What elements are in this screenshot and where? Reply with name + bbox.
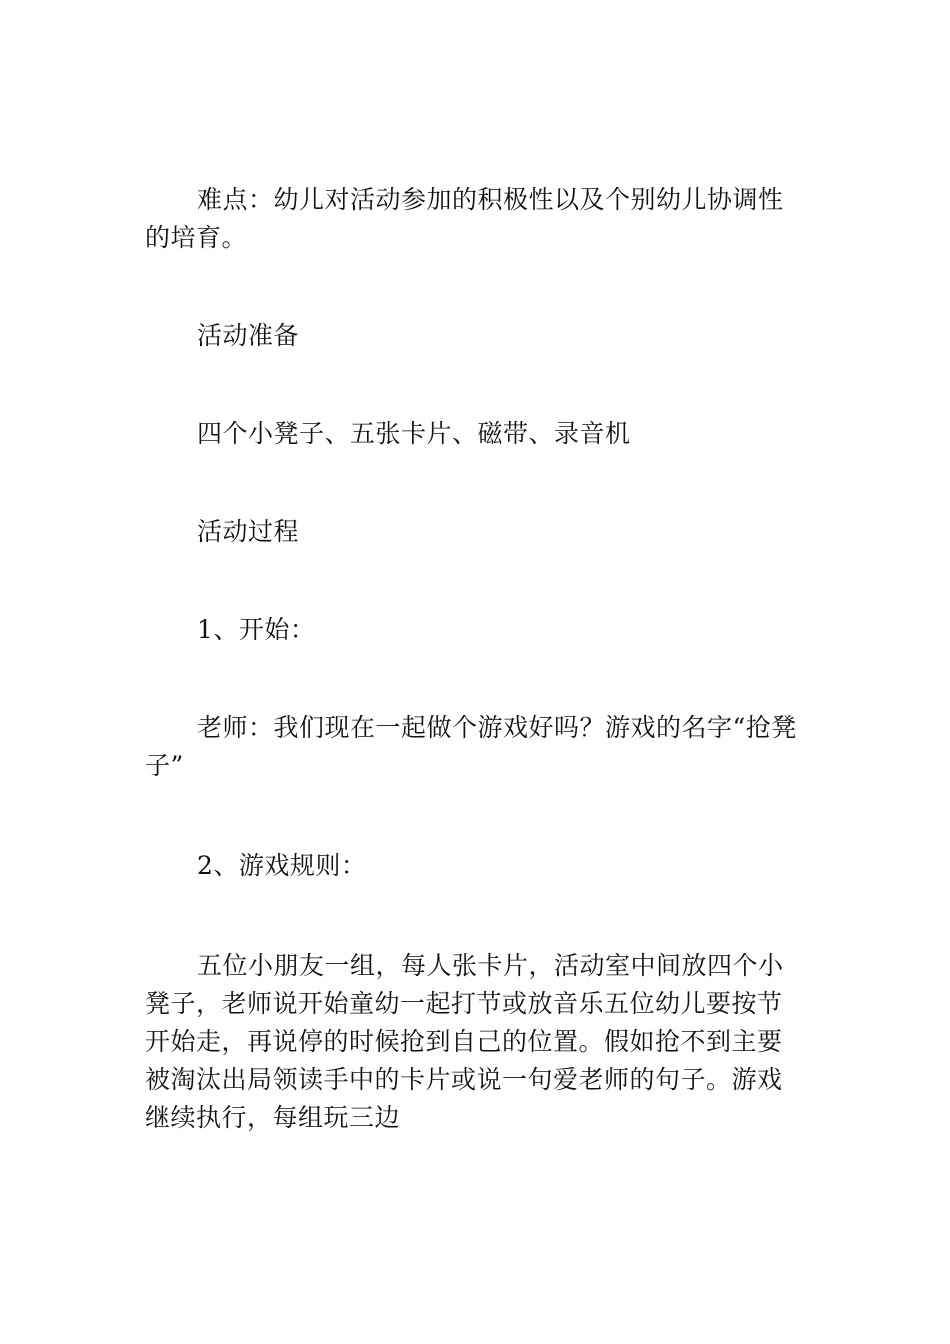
paragraph-step-2: 2、游戏规则：	[197, 851, 367, 880]
paragraph-teacher-speech: 老师：我们现在一起做个游戏好吗？游戏的名字“抢凳子”	[145, 713, 797, 780]
paragraph-step-1: 1、开始：	[197, 615, 316, 644]
document-body	[145, 181, 807, 1137]
paragraph-materials: 四个小凳子、五张卡片、磁带、录音机	[197, 419, 631, 448]
heading-activity-process: 活动过程	[197, 517, 300, 546]
heading-activity-preparation: 活动准备	[197, 321, 300, 350]
paragraph-game-rules: 五位小朋友一组，每人张卡片，活动室中间放四个小凳子，老师说开始童幼一起打节或放音乐五位幼儿要按节开始走，再说停的时候抢到自己的位置。假如抢不到主要被淘汰出局领读手中的卡片或说一句爱老师的句子。游戏继续执行，每组玩三边	[145, 951, 784, 1132]
paragraph-difficulty: 难点：幼儿对活动参加的积极性以及个别幼儿协调性的培育。	[145, 185, 784, 252]
